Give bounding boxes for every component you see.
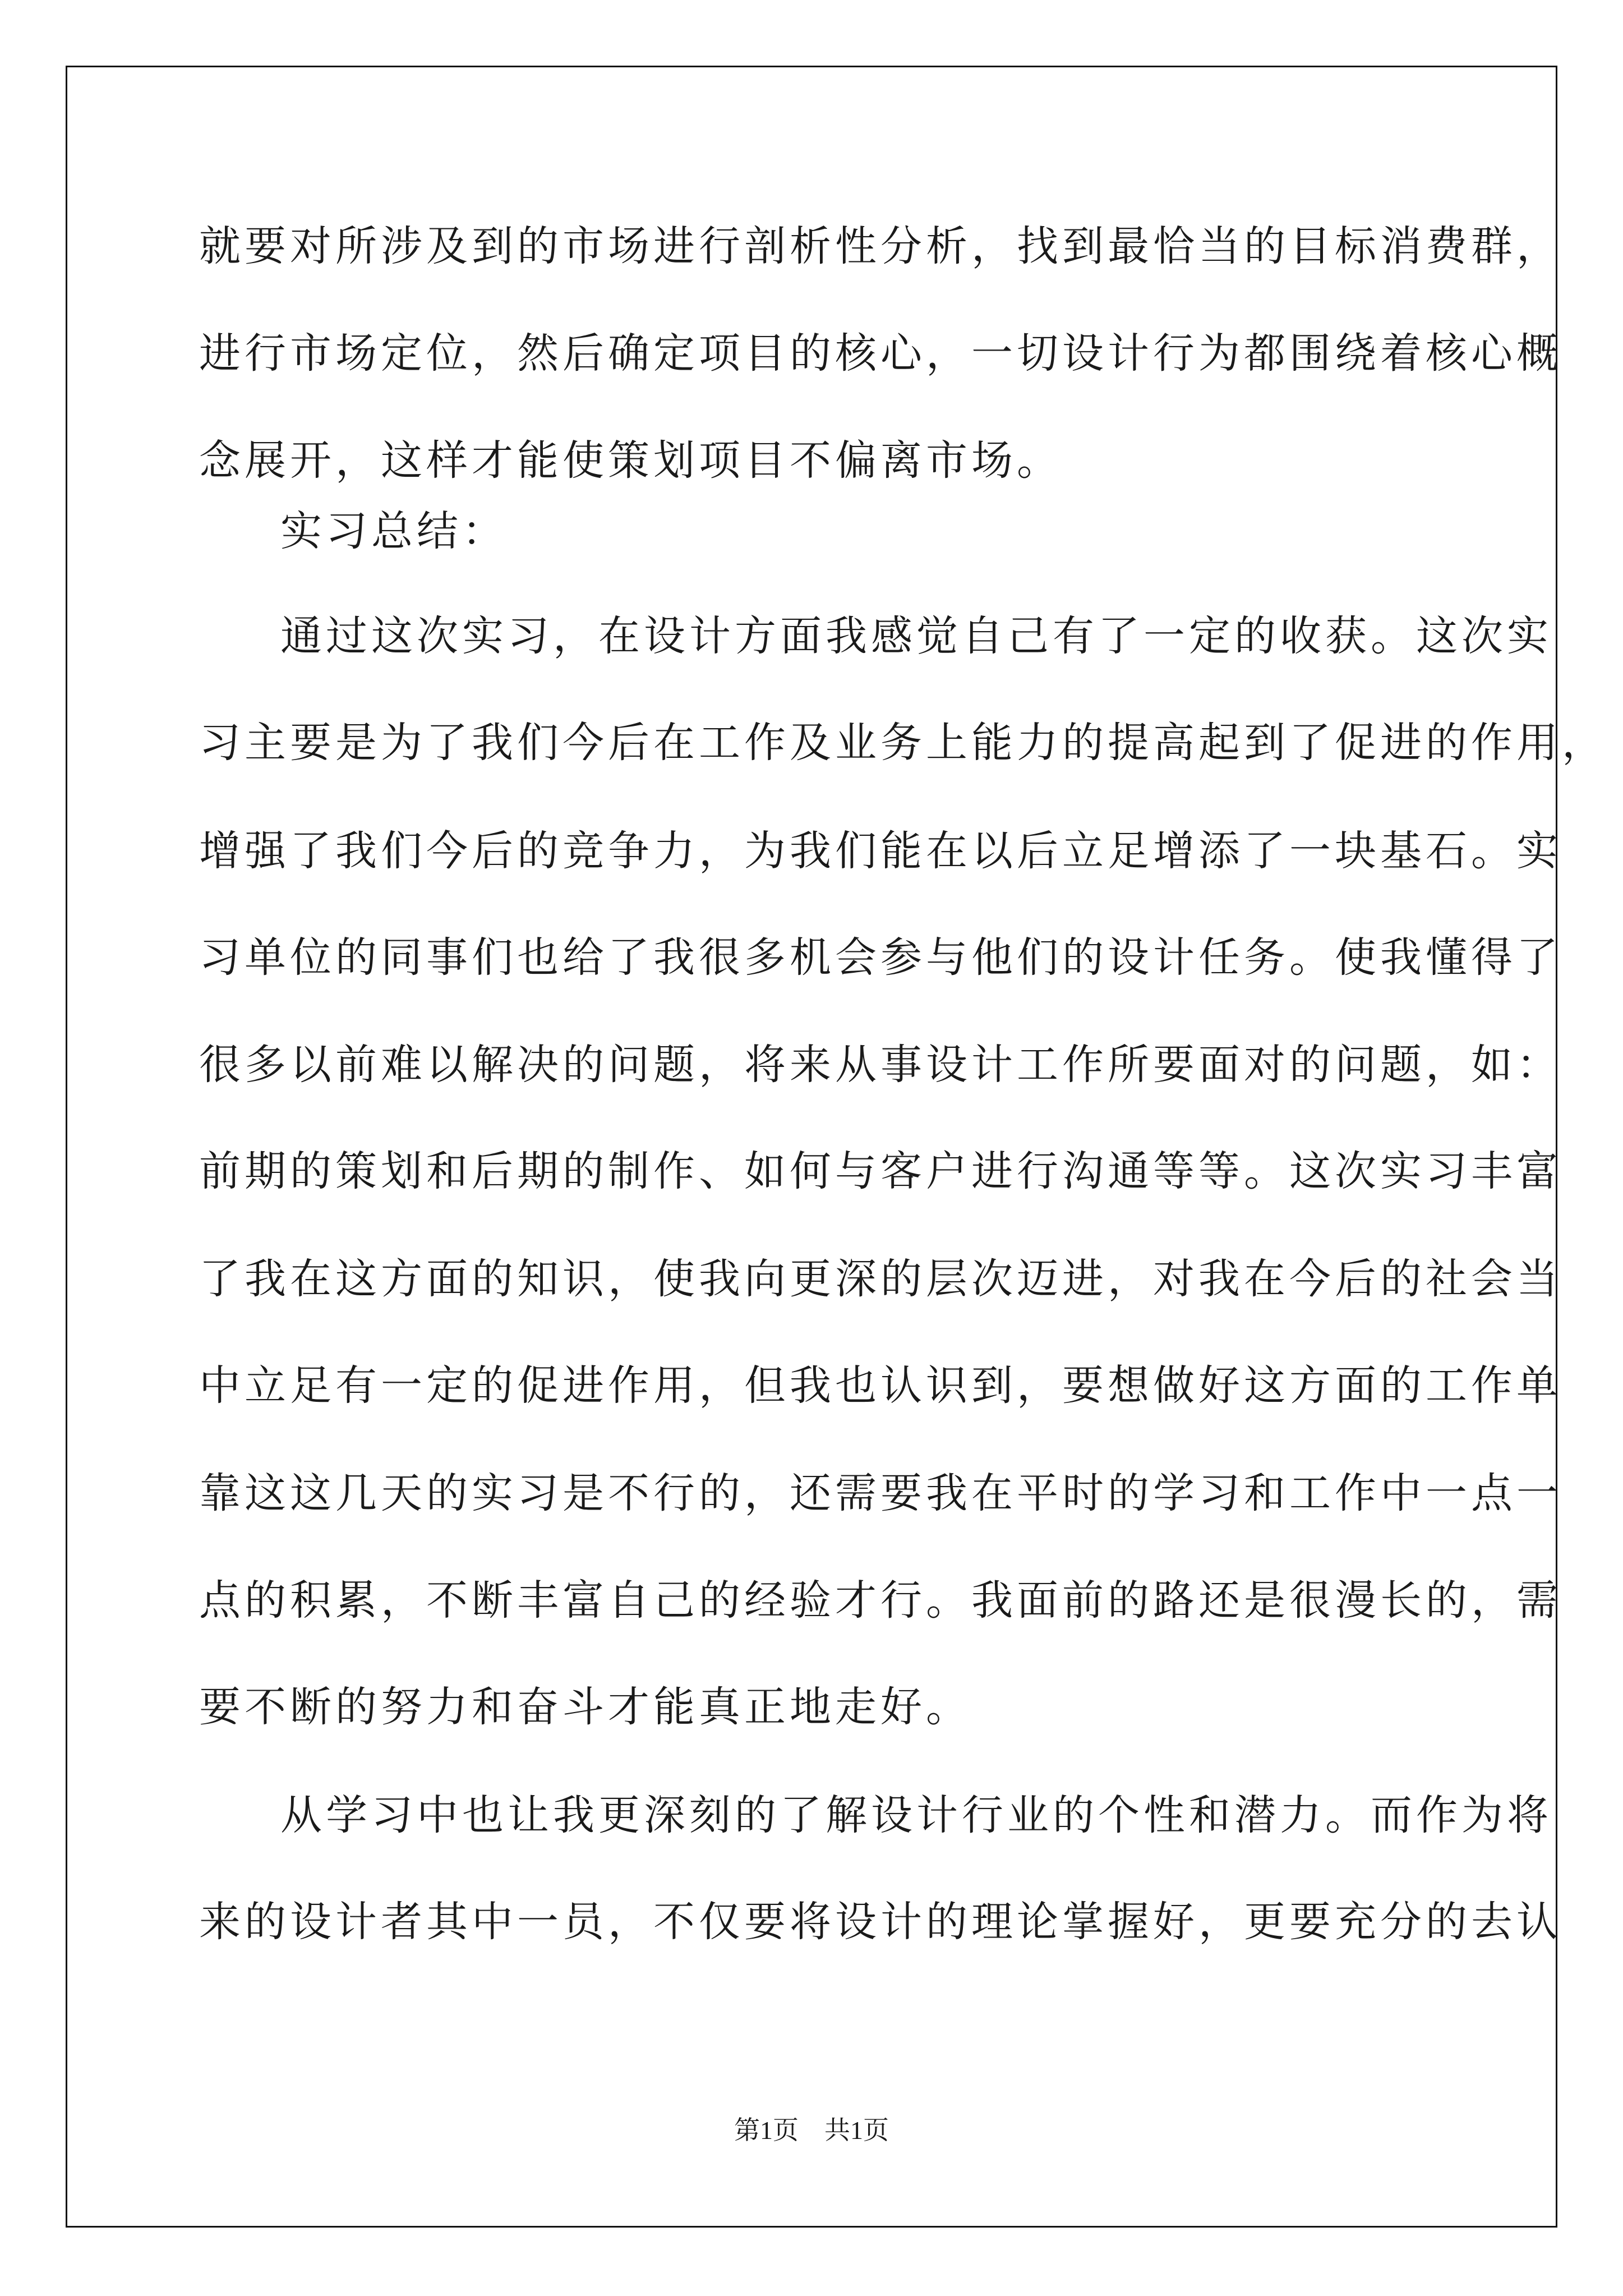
text-line: 进行市场定位，然后确定项目的核心，一切设计行为都围绕着核心概: [199, 329, 1562, 378]
page-number-footer: 第1页 共1页: [734, 2116, 889, 2145]
text-line: 就要对所涉及到的市场进行剖析性分析，找到最恰当的目标消费群，: [199, 222, 1562, 270]
text-line: 习单位的同事们也给了我很多机会参与他们的设计任务。使我懂得了: [199, 933, 1562, 982]
text-line: 中立足有一定的促进作用，但我也认识到，要想做好这方面的工作单: [199, 1361, 1562, 1410]
text-line: 增强了我们今后的竞争力，为我们能在以后立足增添了一块基石。实: [199, 827, 1562, 875]
text-line: 从学习中也让我更深刻的了解设计行业的个性和潜力。而作为将: [280, 1791, 1552, 1839]
text-line: 通过这次实习，在设计方面我感觉自己有了一定的收获。这次实: [280, 612, 1552, 660]
text-line: 前期的策划和后期的制作、如何与客户进行沟通等等。这次实习丰富: [199, 1147, 1562, 1195]
text-line: 习主要是为了我们今后在工作及业务上能力的提高起到了促进的作用，: [199, 719, 1607, 767]
text-line: 很多以前难以解决的问题，将来从事设计工作所要面对的问题，如：: [199, 1041, 1562, 1089]
text-line: 点的积累，不断丰富自己的经验才行。我面前的路还是很漫长的，需: [199, 1576, 1562, 1625]
text-line: 了我在这方面的知识，使我向更深的层次迈进，对我在今后的社会当: [199, 1255, 1562, 1303]
text-line: 来的设计者其中一员，不仅要将设计的理论掌握好，更要充分的去认: [199, 1898, 1562, 1946]
text-line: 念展开，这样才能使策划项目不偏离市场。: [199, 436, 1062, 485]
text-line: 靠这这几天的实习是不行的，还需要我在平时的学习和工作中一点一: [199, 1469, 1562, 1517]
text-line: 要不断的努力和奋斗才能真正地走好。: [199, 1683, 971, 1731]
section-heading: 实习总结：: [280, 507, 508, 555]
